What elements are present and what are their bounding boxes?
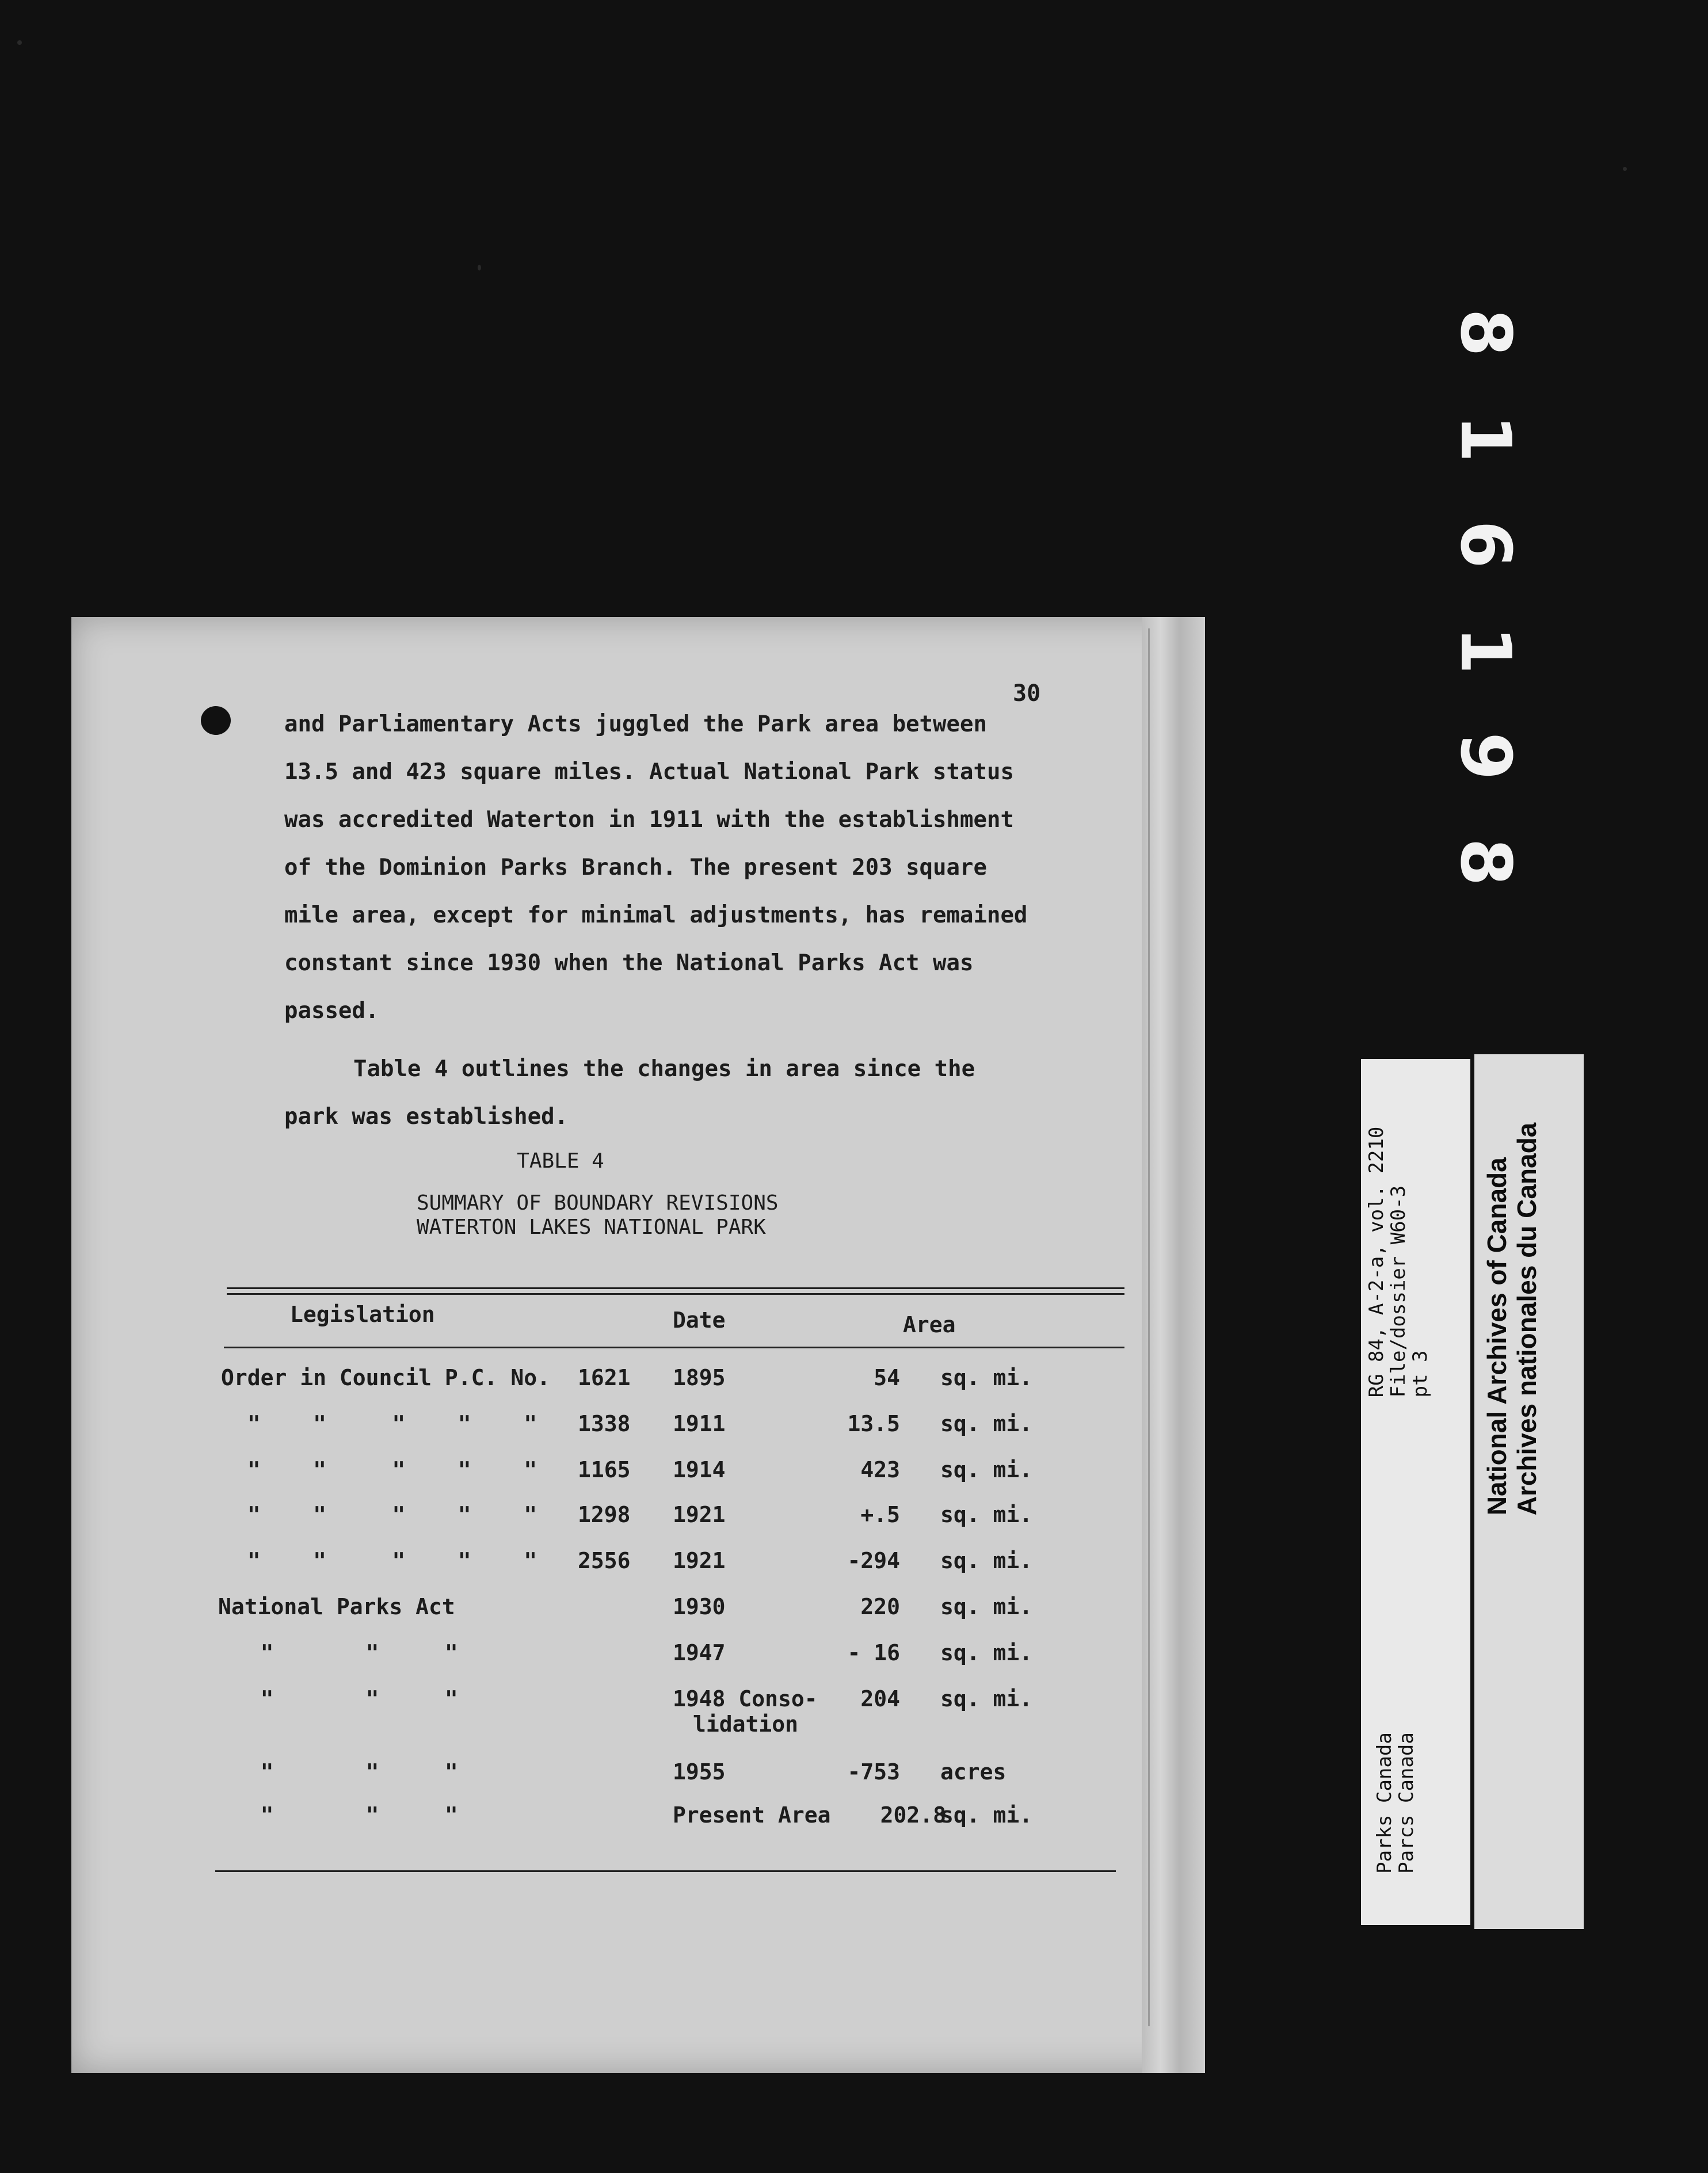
text-line: 13.5 and 423 square miles. Actual National Park status xyxy=(284,759,1014,785)
table-header xyxy=(71,1302,1165,1336)
frame-digit: 8 xyxy=(1445,838,1525,889)
header-area: Area xyxy=(903,1312,956,1337)
cell-unit: sq. mi. xyxy=(940,1502,1033,1527)
frame-digit: 8 xyxy=(1445,308,1525,359)
table-row xyxy=(71,1686,1165,1744)
archive-reference xyxy=(1366,1126,1431,1397)
cell-date: 1930 xyxy=(673,1594,726,1619)
parks-label-line: Parks Canada xyxy=(1373,1732,1396,1874)
text-line: mile area, except for minimal adjustments, has remained xyxy=(284,902,1028,928)
parks-label-line: Parcs Canada xyxy=(1395,1732,1418,1874)
cell-area: 423 xyxy=(860,1457,900,1482)
table-row xyxy=(71,1502,1165,1537)
text-line: constant since 1930 when the National Parks Act was xyxy=(284,950,974,976)
table-title-line: SUMMARY OF BOUNDARY REVISIONS xyxy=(417,1191,779,1215)
document-page xyxy=(71,617,1205,2073)
table-top-rule xyxy=(227,1287,1124,1289)
table-row xyxy=(71,1640,1165,1675)
text-line: Table 4 outlines the changes in area since the xyxy=(353,1056,975,1082)
cell-area: -294 xyxy=(847,1548,900,1573)
cell-legislation: " " " xyxy=(221,1686,458,1711)
archive-reference-line: File/dossier W60-3 xyxy=(1387,1185,1410,1397)
cell-unit: sq. mi. xyxy=(940,1594,1033,1619)
microfilm-frame-number xyxy=(1439,299,1531,898)
text-line: and Parliamentary Acts juggled the Park area between xyxy=(284,711,987,737)
cell-unit: sq. mi. xyxy=(940,1686,1033,1711)
cell-legislation: " " " xyxy=(221,1640,458,1665)
cell-legislation: " " " " " xyxy=(221,1548,537,1573)
cell-area: 202.8 xyxy=(880,1802,946,1828)
header-date: Date xyxy=(673,1307,726,1333)
film-speck xyxy=(478,265,481,270)
header-legislation: Legislation xyxy=(290,1302,435,1327)
text-line: park was established. xyxy=(284,1104,569,1130)
frame-digit: 1 xyxy=(1445,414,1525,465)
table-row xyxy=(71,1594,1165,1629)
national-archives-name xyxy=(1482,1123,1542,1516)
text-line: was accredited Waterton in 1911 with the establishment xyxy=(284,807,1014,833)
film-speck xyxy=(1623,167,1627,171)
paragraph xyxy=(284,1045,1136,1141)
cell-order-number: 2556 xyxy=(578,1548,631,1573)
cell-unit: sq. mi. xyxy=(940,1365,1033,1390)
cell-date: 1911 xyxy=(673,1411,726,1436)
cell-unit: sq. mi. xyxy=(940,1802,1033,1828)
cell-date: 1955 xyxy=(673,1759,726,1785)
cell-area: 54 xyxy=(874,1365,900,1390)
table-row xyxy=(71,1457,1165,1492)
cell-legislation: " " " xyxy=(221,1759,458,1785)
text-line: passed. xyxy=(284,998,379,1024)
table-title xyxy=(417,1191,779,1240)
cell-date: Present Area xyxy=(673,1802,831,1828)
cell-area: 13.5 xyxy=(847,1411,900,1436)
table-title-line: WATERTON LAKES NATIONAL PARK xyxy=(417,1215,766,1239)
cell-legislation: " " " xyxy=(221,1802,458,1828)
cell-unit: acres xyxy=(940,1759,1006,1785)
cell-area: -753 xyxy=(847,1759,900,1785)
frame-digit: 6 xyxy=(1445,520,1525,571)
table-top-rule xyxy=(227,1293,1124,1295)
text-line: of the Dominion Parks Branch. The present 203 square xyxy=(284,855,987,880)
cell-date: 1895 xyxy=(673,1365,726,1390)
table-row xyxy=(71,1759,1165,1794)
cell-date: 1914 xyxy=(673,1457,726,1482)
frame-digit: 9 xyxy=(1445,732,1525,783)
parks-canada-label xyxy=(1361,1059,1470,1925)
cell-area: 220 xyxy=(860,1594,900,1619)
page-edge-shadow xyxy=(1142,617,1205,2073)
archive-reference-line: RG 84, A-2-a, vol. 2210 xyxy=(1365,1126,1388,1397)
film-speck xyxy=(17,40,22,45)
parks-label-names xyxy=(1374,1732,1417,1874)
cell-date: 1921 xyxy=(673,1548,726,1573)
cell-date: 1921 xyxy=(673,1502,726,1527)
table-row xyxy=(71,1802,1165,1837)
body-text xyxy=(284,700,1136,1141)
cell-order-number: 1165 xyxy=(578,1457,631,1482)
table-bottom-rule xyxy=(215,1870,1116,1872)
cell-date: 1947 xyxy=(673,1640,726,1665)
cell-legislation: " " " " " xyxy=(221,1457,537,1482)
cell-unit: sq. mi. xyxy=(940,1457,1033,1482)
table-caption: TABLE 4 xyxy=(517,1149,604,1173)
table-row xyxy=(71,1411,1165,1446)
table-header-rule xyxy=(224,1347,1124,1348)
cell-date-continued: lidation xyxy=(693,1711,799,1737)
cell-legislation: National Parks Act xyxy=(218,1594,455,1619)
table-row xyxy=(71,1548,1165,1583)
frame-digit: 1 xyxy=(1445,626,1525,677)
page-number: 30 xyxy=(1013,680,1041,707)
cell-legislation: " " " " " xyxy=(221,1502,537,1527)
archive-reference-line: pt 3 xyxy=(1409,1350,1432,1397)
ink-blot xyxy=(201,706,231,735)
nac-label-line: Archives nationales du Canada xyxy=(1512,1122,1542,1516)
cell-order-number: 1621 xyxy=(578,1365,631,1390)
cell-legislation: " " " " " xyxy=(221,1411,537,1436)
cell-order-number: 1298 xyxy=(578,1502,631,1527)
cell-unit: sq. mi. xyxy=(940,1548,1033,1573)
cell-area: - 16 xyxy=(847,1640,900,1665)
national-archives-label xyxy=(1474,1054,1584,1929)
cell-area: +.5 xyxy=(860,1502,900,1527)
cell-order-number: 1338 xyxy=(578,1411,631,1436)
nac-label-line: National Archives of Canada xyxy=(1482,1157,1512,1516)
cell-unit: sq. mi. xyxy=(940,1640,1033,1665)
cell-area: 204 xyxy=(860,1686,900,1711)
paragraph xyxy=(284,700,1136,1035)
table-row xyxy=(71,1365,1165,1400)
cell-date: 1948 Conso- xyxy=(673,1686,818,1711)
cell-unit: sq. mi. xyxy=(940,1411,1033,1436)
cell-legislation: Order in Council P.C. No. xyxy=(221,1365,550,1390)
